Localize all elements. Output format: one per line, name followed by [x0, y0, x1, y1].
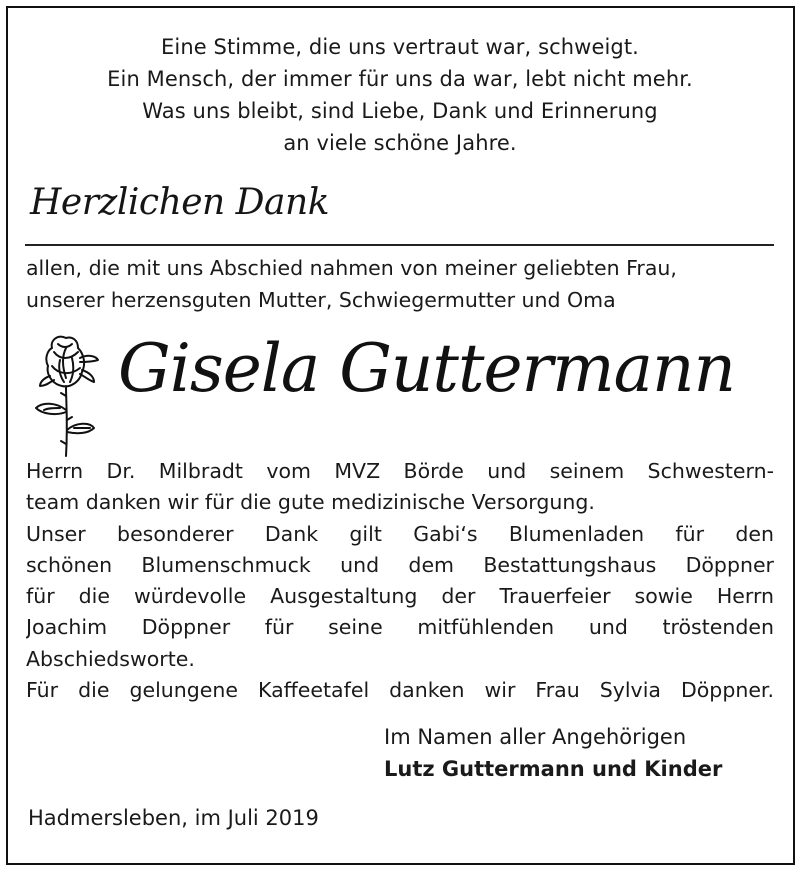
body-line: Für die gelungene Kaffeetafel danken wir Frau Sylvia Döppner. [26, 678, 774, 703]
body-line: für die würdevolle Ausgestaltung der Trauerfeier sowie Herrn [26, 584, 774, 609]
body-line: Joachim Döppner für seine mitfühlenden und tröstenden [26, 615, 774, 640]
body-line: Abschiedsworte. [26, 646, 195, 671]
intro-line: unserer herzensguten Mutter, Schwiegermutter und Oma [26, 288, 616, 312]
thanks-body [26, 456, 774, 706]
intro-line: allen, die mit uns Abschied nahmen von meiner geliebten Frau, [26, 256, 677, 280]
poem-line: Eine Stimme, die uns vertraut war, schweigt. [161, 35, 639, 59]
signature-names: Lutz Guttermann und Kinder [384, 757, 723, 781]
body-line: Herrn Dr. Milbradt vom MVZ Börde und seinem Schwestern- [26, 459, 774, 483]
heading-divider [25, 244, 774, 246]
intro-text [26, 252, 677, 316]
body-line: team danken wir für die gute medizinische Versorgung. [26, 490, 595, 515]
body-line: Unser besonderer Dank gilt Gabi‘s Blumenladen für den [26, 521, 774, 546]
poem-line: an viele schöne Jahre. [283, 131, 517, 155]
poem-line: Ein Mensch, der immer für uns da war, lebt nicht mehr. [107, 67, 693, 91]
rose-icon [30, 330, 102, 460]
signature-intro: Im Namen aller Angehörigen [384, 725, 687, 749]
place-date: Hadmersleben, im Juli 2019 [28, 806, 319, 830]
signature-block [384, 721, 722, 785]
thanks-heading: Herzlichen Dank [30, 182, 330, 223]
body-line: schönen Blumenschmuck und dem Bestattungshaus Döppner [26, 552, 774, 577]
poem-line: Was uns bleibt, sind Liebe, Dank und Erinnerung [142, 99, 658, 123]
deceased-name: Gisela Guttermann [118, 330, 736, 407]
memorial-poem [0, 31, 800, 159]
